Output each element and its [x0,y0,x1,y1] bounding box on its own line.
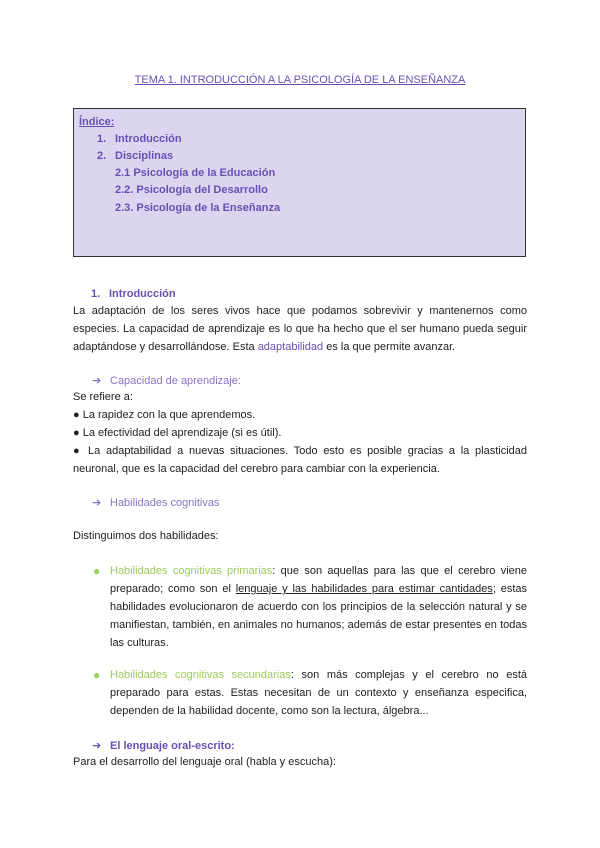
index-item-label: Disciplinas [115,150,174,162]
index-subitem: 2.2. Psicología del Desarrollo [115,184,268,196]
bullet-icon: ● [93,668,101,682]
capacidad-bullet: ● La adaptabilidad a nuevas situaciones. Todo esto es posible gracias a la plasticidad neuronal, que es la capacidad del cerebro para cambiar con la experiencia. [73,445,527,475]
list-item-secundarias: ● Habilidades cognitivas secundarias: son más complejas y el cerebro no está preparado para estas. Estas necesitan de un contexto y enseñanza especifica, dependen de la habilidad docente, como son la lectura, álgebra... [93,668,527,717]
arrow-right-icon: ➔ [92,497,102,509]
subheading-capacidad: ➔ Capacidad de aprendizaje: [92,375,241,387]
lenguaje-intro: Para el desarrollo del lenguaje oral (habla y escucha): [73,756,336,768]
section-heading-introduccion: 1. Introducción [91,288,176,300]
intro-paragraph: La adaptación de los seres vivos hace que podamos sobrevivir y mantenernos como especies. La capacidad de aprendizaje es lo que ha hecho que el ser humano pueda seguir adaptándose y desarrollándose. Esta adaptabilidad es la que permite avanzar. [73,305,527,353]
index-item: 1. Introducción [97,133,182,145]
term-primarias: Habilidades cognitivas primarias [110,565,273,577]
subheading-habilidades: ➔ Habilidades cognitivas [92,497,220,509]
arrow-right-icon: ➔ [92,740,102,752]
habilidades-intro: Distinguimos dos habilidades: [73,530,219,542]
capacidad-bullet: ● La efectividad del aprendizaje (si es útil). [73,427,282,439]
document-title: TEMA 1. INTRODUCCIÓN A LA PSICOLOGÍA DE LA ENSEÑANZA [134,74,466,86]
capacidad-bullet: ● La rapidez con la que aprendemos. [73,409,256,421]
index-item: 2. Disciplinas [97,150,174,162]
index-item-label: Introducción [115,133,182,145]
arrow-right-icon: ➔ [92,375,102,387]
bullet-icon: ● [93,564,101,578]
index-subitem: 2.1 Psicología de la Educación [115,167,276,179]
index-box [73,108,526,257]
list-item-primarias: ● Habilidades cognitivas primarias: que son aquellas para las que el cerebro viene preparado; como son el lenguaje y las habilidades para estimar cantidades; estas habilidades evolucionaron de acuerdo con los principios de la selección natural y se manifiestan, también, en animales no humanos; además de estar presentes en todas las culturas. [93,564,527,649]
highlight-adaptabilidad: adaptabilidad [257,341,324,353]
index-heading: Índice: [79,116,115,128]
term-secundarias: Habilidades cognitivas secundarias [110,669,291,681]
underlined-text: lenguaje y las habilidades para estimar cantidades [235,583,493,595]
capacidad-intro: Se refiere a: [73,391,133,403]
index-subitem: 2.3. Psicología de la Enseñanza [115,202,281,214]
subheading-lenguaje: ➔ El lenguaje oral-escrito: [92,740,235,752]
